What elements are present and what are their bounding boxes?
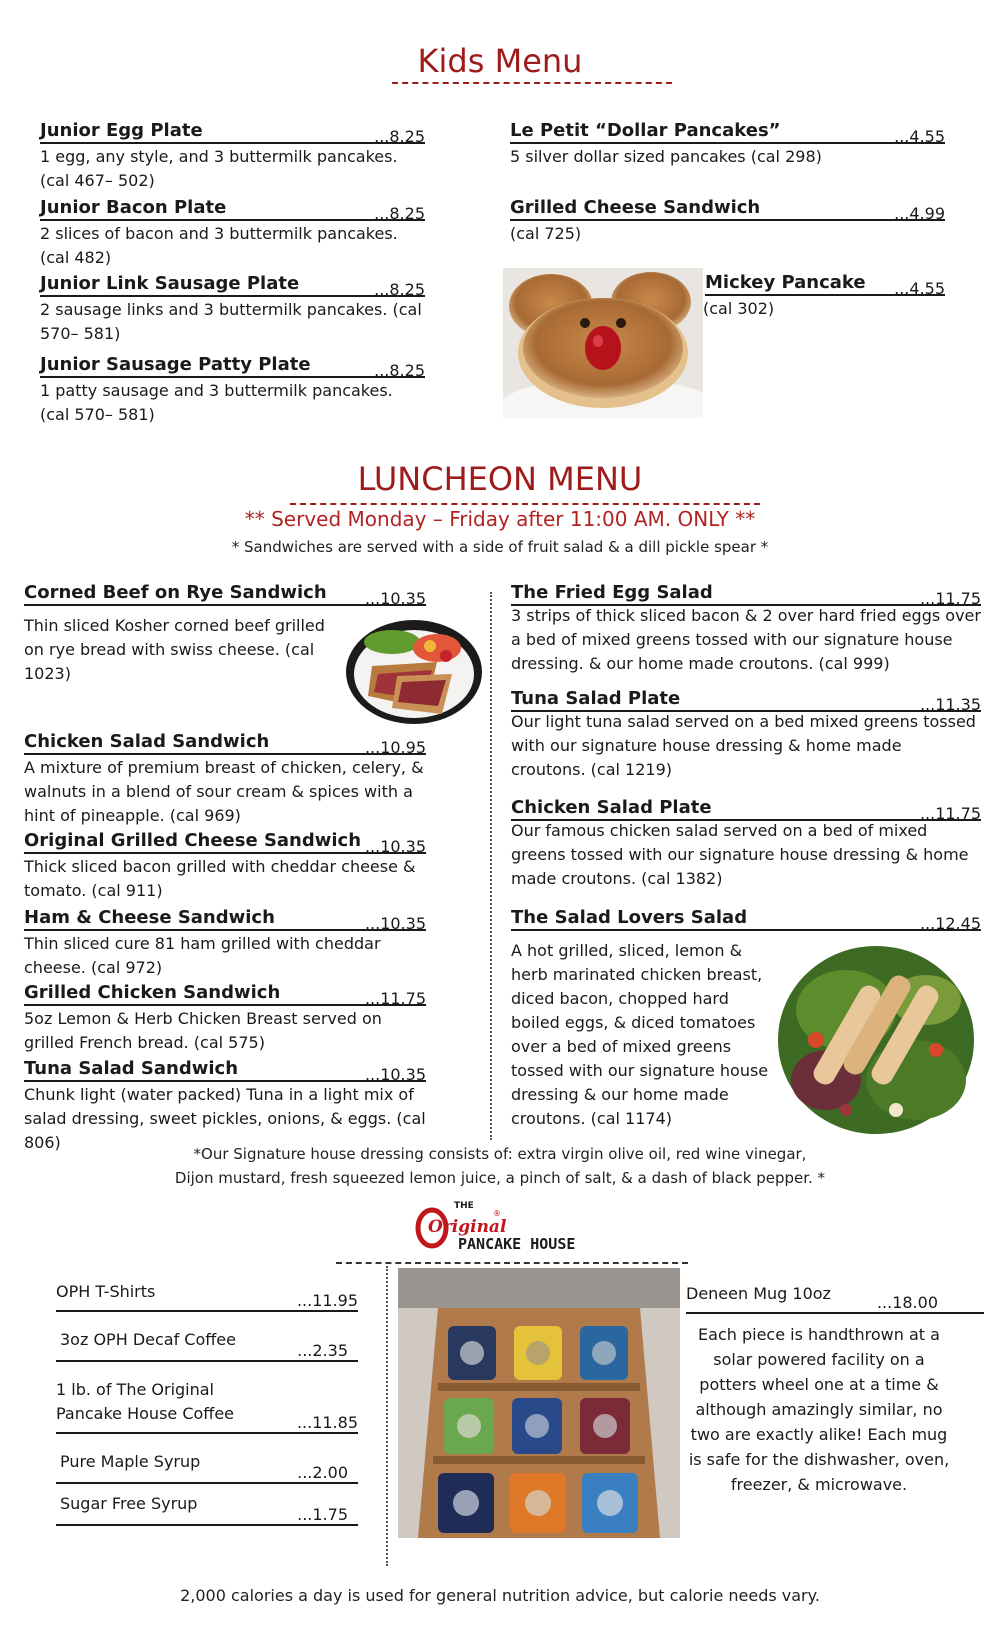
item-name: Grilled Cheese Sandwich xyxy=(510,197,761,218)
item-name: Chicken Salad Plate xyxy=(511,797,712,818)
kids-item-junior-sausage-patty-plate xyxy=(40,354,425,427)
merch-item-sugar-free-syrup xyxy=(56,1492,358,1526)
merch-item-price: ...18.00 xyxy=(876,1293,938,1312)
item-description: A mixture of premium breast of chicken, celery, & walnuts in a blend of sour cream & spices with a hint of pineapple. (cal 969) xyxy=(24,758,424,825)
item-name: Junior Link Sausage Plate xyxy=(40,273,300,294)
logo-the-text: THE xyxy=(454,1201,474,1211)
item-name: Junior Bacon Plate xyxy=(40,197,227,218)
kids-item-junior-link-sausage-plate xyxy=(40,273,425,346)
item-description: Our light tuna salad served on a bed mixed greens tossed with our signature house dressing & home made croutons. (cal 1219) xyxy=(511,712,976,779)
kids-menu-title: Kids Menu xyxy=(417,42,583,80)
column-divider xyxy=(490,592,492,1140)
item-name: Tuna Salad Plate xyxy=(511,688,681,709)
kids-item-grilled-cheese xyxy=(510,197,945,246)
item-price: ...12.45 xyxy=(919,914,981,933)
logo-divider xyxy=(336,1262,688,1264)
logo-original-text: Original xyxy=(428,1217,507,1237)
merch-item-deneen-mug xyxy=(686,1282,984,1314)
item-price: ...10.35 xyxy=(364,1065,426,1084)
item-description: Thick sliced bacon grilled with cheddar cheese & tomato. (cal 911) xyxy=(24,857,416,900)
logo-pancake-house-text: PANCAKE HOUSE xyxy=(458,1235,576,1253)
dressing-note-line-2: Dijon mustard, fresh squeezed lemon juice, a pinch of salt, & a dash of black pepper. * xyxy=(174,1169,826,1187)
merch-item-price: ...11.85 xyxy=(296,1413,358,1432)
item-price: ...10.95 xyxy=(364,738,426,757)
item-price: ...11.75 xyxy=(919,589,981,608)
lunch-item-grilled-chicken xyxy=(24,982,426,1055)
item-description: Thin sliced Kosher corned beef grilled on rye bread with swiss cheese. (cal 1023) xyxy=(24,616,325,683)
merch-item-price: ...1.75 xyxy=(297,1505,348,1524)
item-price: ...11.75 xyxy=(919,804,981,823)
item-description: 3 strips of thick sliced bacon & 2 over hard fried eggs over a bed of mixed greens tossed with our signature house dressing. & our home made croutons. (cal 999) xyxy=(511,606,981,673)
item-price: ...10.35 xyxy=(364,837,426,856)
item-price: ...10.35 xyxy=(364,589,426,608)
lunch-item-tuna-salad-plate xyxy=(511,688,981,782)
item-name: Grilled Chicken Sandwich xyxy=(24,982,281,1003)
merch-item-name: 3oz OPH Decaf Coffee xyxy=(60,1330,236,1349)
item-price: ...8.25 xyxy=(374,127,425,146)
item-price: ...4.99 xyxy=(894,204,945,223)
luncheon-title-underline xyxy=(290,503,760,505)
item-name: The Salad Lovers Salad xyxy=(511,907,748,928)
merch-item-name: OPH T-Shirts xyxy=(56,1282,156,1301)
item-description: A hot grilled, sliced, lemon & herb marinated chicken breast, diced bacon, chopped hard boiled eggs, & diced tomatoes over a bed of mixed greens tossed with our signature house dressing & our home made croutons. (cal 1174) xyxy=(511,941,769,1128)
item-price: ...4.55 xyxy=(894,127,945,146)
item-name: Original Grilled Cheese Sandwich xyxy=(24,830,362,851)
item-price: ...8.25 xyxy=(374,204,425,223)
merch-item-name: Sugar Free Syrup xyxy=(60,1494,198,1513)
merch-item-name: 1 lb. of The Original Pancake House Coffee xyxy=(56,1380,234,1423)
item-description: (cal 725) xyxy=(510,224,582,243)
lunch-item-tuna-salad-sandwich xyxy=(24,1058,434,1155)
item-description: 2 sausage links and 3 buttermilk pancakes. (cal 570– 581) xyxy=(40,300,422,343)
mickey-pancake-photo xyxy=(503,268,703,418)
item-name: Mickey Pancake xyxy=(705,272,866,293)
lunch-item-ham-cheese xyxy=(24,907,426,980)
kids-item-junior-egg-plate xyxy=(40,120,425,193)
merch-item-decaf-coffee xyxy=(56,1328,358,1362)
item-name: Corned Beef on Rye Sandwich xyxy=(24,582,327,603)
item-description: Chunk light (water packed) Tuna in a light mix of salad dressing, sweet pickles, onions, & eggs. (cal 806) xyxy=(24,1085,426,1152)
item-description: (cal 302) xyxy=(703,299,775,318)
luncheon-served-hours: ** Served Monday – Friday after 11:00 AM. ONLY ** xyxy=(244,507,756,531)
item-price: ...11.75 xyxy=(364,989,426,1008)
item-name: Junior Sausage Patty Plate xyxy=(40,354,311,375)
item-price: ...8.25 xyxy=(374,280,425,299)
kids-item-junior-bacon-plate xyxy=(40,197,425,270)
deneen-mug-description: Each piece is handthrown at a solar powered facility on a potters wheel one at a time & although amazingly similar, no two are exactly alike! Each mug is safe for the dishwasher, oven, freezer, & microwave. xyxy=(688,1325,950,1494)
merch-item-price: ...11.95 xyxy=(296,1291,358,1310)
luncheon-sides-note: * Sandwiches are served with a side of fruit salad & a dill pickle spear * xyxy=(231,538,769,556)
item-price: ...10.35 xyxy=(364,914,426,933)
luncheon-menu-title: LUNCHEON MENU xyxy=(357,460,643,498)
kids-item-mickey-pancake xyxy=(705,272,945,321)
corned-beef-sandwich-photo xyxy=(342,616,482,726)
lunch-item-chicken-salad-plate xyxy=(511,797,981,891)
item-price: ...8.25 xyxy=(374,361,425,380)
calorie-disclaimer: 2,000 calories a day is used for general nutrition advice, but calorie needs vary. xyxy=(180,1586,820,1605)
salad-lovers-salad-photo xyxy=(776,940,976,1140)
lunch-item-original-grilled-cheese xyxy=(24,830,426,903)
item-name: The Fried Egg Salad xyxy=(511,582,713,603)
item-description: 5oz Lemon & Herb Chicken Breast served on grilled French bread. (cal 575) xyxy=(24,1009,382,1052)
item-name: Le Petit “Dollar Pancakes” xyxy=(510,120,781,141)
item-description: 2 slices of bacon and 3 buttermilk pancakes. (cal 482) xyxy=(40,224,398,267)
original-pancake-house-logo xyxy=(408,1196,608,1256)
item-name: Ham & Cheese Sandwich xyxy=(24,907,275,928)
logo-registered-mark: ® xyxy=(493,1209,501,1218)
lunch-item-fried-egg-salad xyxy=(511,582,981,676)
item-description: 1 egg, any style, and 3 buttermilk pancakes. (cal 467– 502) xyxy=(40,147,398,190)
item-description: Our famous chicken salad served on a bed of mixed greens tossed with our signature house dressing & home made croutons. (cal 1382) xyxy=(511,821,969,888)
kids-item-dollar-pancakes xyxy=(510,120,945,169)
item-description: Thin sliced cure 81 ham grilled with cheddar cheese. (cal 972) xyxy=(24,934,381,977)
merch-item-name: Pure Maple Syrup xyxy=(60,1452,201,1471)
merch-item-price: ...2.35 xyxy=(297,1341,348,1360)
merch-item-pure-maple-syrup xyxy=(56,1450,358,1484)
merch-item-oph-coffee xyxy=(56,1378,358,1434)
deneen-mugs-photo xyxy=(398,1268,680,1538)
item-price: ...11.35 xyxy=(919,695,981,714)
dressing-note-line-1: *Our Signature house dressing consists of: extra virgin olive oil, red wine vinegar, xyxy=(193,1145,807,1163)
kids-title-underline xyxy=(392,82,672,84)
item-name: Junior Egg Plate xyxy=(40,120,203,141)
item-name: Chicken Salad Sandwich xyxy=(24,731,270,752)
item-price: ...4.55 xyxy=(894,279,945,298)
merch-item-name: Deneen Mug 10oz xyxy=(686,1284,831,1303)
merch-divider xyxy=(386,1266,388,1566)
item-description: 5 silver dollar sized pancakes (cal 298) xyxy=(510,147,822,166)
item-description: 1 patty sausage and 3 buttermilk pancakes. (cal 570– 581) xyxy=(40,381,393,424)
item-name: Tuna Salad Sandwich xyxy=(24,1058,239,1079)
merch-item-oph-t-shirts xyxy=(56,1280,358,1312)
lunch-item-chicken-salad-sandwich xyxy=(24,731,426,828)
merch-item-price: ...2.00 xyxy=(297,1463,348,1482)
